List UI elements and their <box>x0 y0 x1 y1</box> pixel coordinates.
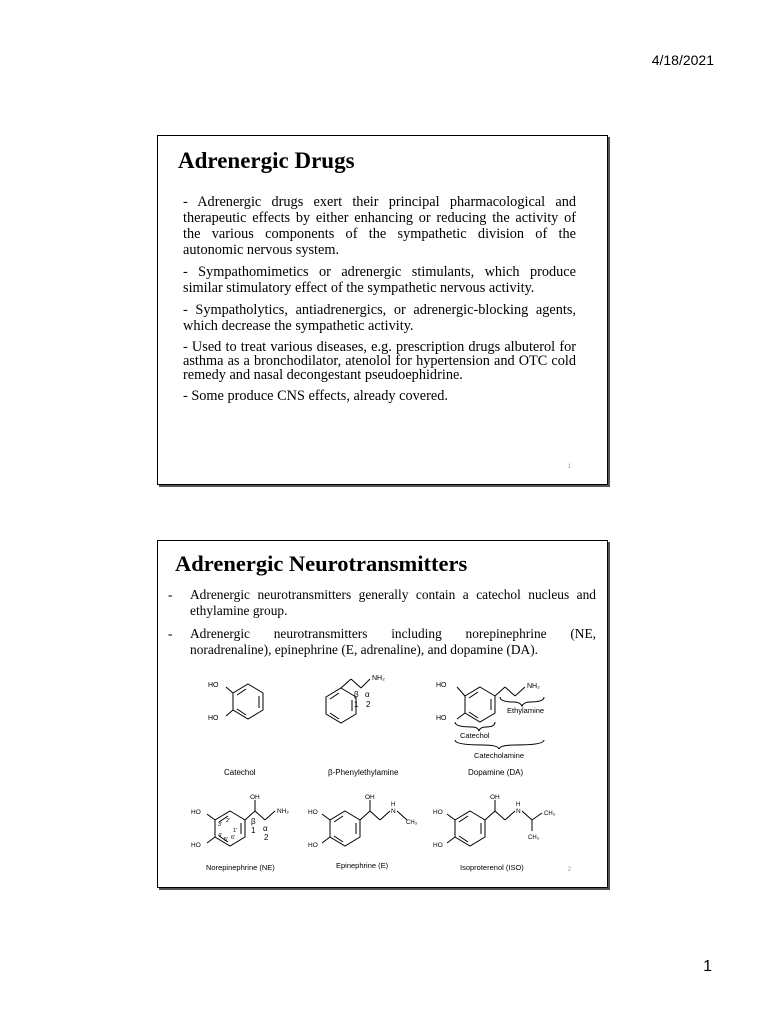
alpha-label: α <box>263 824 268 833</box>
paragraph: - Used to treat various diseases, e.g. prescription drugs albuterol for asthma as a bronchodilator, atenolol for hypertension and OTC cold remedy and nasal decongestant pseudoephidrine. <box>183 339 576 383</box>
epinephrine-structure <box>308 794 418 849</box>
ring-position: 6' <box>231 835 236 841</box>
number-label: 1 <box>251 826 256 835</box>
nh2-label: NH₂ <box>277 808 289 815</box>
ch3-label: CH₃ <box>544 811 556 817</box>
oh-label: OH <box>490 794 500 801</box>
ho-label: HO <box>208 715 219 722</box>
ring-position: 3' <box>218 822 223 828</box>
slide-number: 2 <box>567 867 571 873</box>
page-number: 1 <box>703 958 712 975</box>
isoproterenol-name: Isoproterenol (ISO) <box>460 863 524 872</box>
ho-label: HO <box>308 842 318 849</box>
number-label: 1 <box>354 700 359 709</box>
number-label: 2 <box>366 700 371 709</box>
bullet-marker: - <box>168 587 173 602</box>
ho-label: HO <box>208 682 219 689</box>
ho-label: HO <box>308 809 318 816</box>
norepinephrine-structure <box>191 794 289 849</box>
page-date: 4/18/2021 <box>651 52 714 68</box>
catechol-part-label: Catechol <box>460 731 490 740</box>
h-label: H <box>391 802 396 808</box>
paragraph: - Some produce CNS effects, already covered. <box>183 388 448 404</box>
ring-position: 4' <box>218 833 223 839</box>
bullet-marker: - <box>168 626 173 641</box>
slide-title: Adrenergic Neurotransmitters <box>175 551 468 576</box>
phenylethylamine-structure <box>326 675 385 723</box>
dopamine-structure <box>436 682 544 760</box>
slide-body <box>183 194 576 410</box>
nh2-label: NH₂ <box>372 675 385 682</box>
nh2-label: NH₂ <box>527 683 540 690</box>
slide-number: 1 <box>567 464 571 470</box>
ho-label: HO <box>433 842 443 849</box>
dopamine-name: Dopamine (DA) <box>468 768 524 777</box>
catechol-name: Catechol <box>224 768 256 777</box>
ch3-label: CH₃ <box>528 835 540 841</box>
oh-label: OH <box>250 794 260 801</box>
slide-adrenergic-neurotransmitters <box>157 540 608 888</box>
epinephrine-name: Epinephrine (E) <box>336 861 389 870</box>
ethylamine-label: Ethylamine <box>507 706 545 715</box>
paragraph: - Adrenergic drugs exert their principal pharmacological and therapeutic effects by either enhancing or reducing the activity of the various components of the sympathetic division of the autonomic nervous system. <box>183 194 576 258</box>
ch3-label: CH₃ <box>406 820 418 826</box>
ring-position: 2' <box>226 818 231 824</box>
catechol-structure <box>208 682 263 722</box>
alpha-label: α <box>365 690 370 699</box>
oh-label: OH <box>365 794 375 801</box>
ho-label: HO <box>433 809 443 816</box>
bullet-text: Adrenergic neurotransmitters generally contain a catechol nucleus and ethylamine group. <box>190 587 596 618</box>
ring-position: 5' <box>224 837 229 843</box>
bullet-text: Adrenergic neurotransmitters including norepinephrine (NE, noradrenaline), epinephrine (E, adrenaline), and dopamine (DA). <box>190 626 596 657</box>
n-label: N <box>391 808 396 815</box>
paragraph: - Sympathomimetics or adrenergic stimulants, which produce similar stimulatory effect of the sympathetic nervous activity. <box>183 264 576 296</box>
isoproterenol-structure <box>433 794 556 849</box>
slide-title: Adrenergic Drugs <box>178 148 355 173</box>
slide-adrenergic-drugs <box>157 135 608 485</box>
h-label: H <box>516 802 521 808</box>
beta-label: β <box>354 690 359 699</box>
paragraph: - Sympatholytics, antiadrenergics, or adrenergic-blocking agents, which decrease the sympathetic activity. <box>183 302 576 334</box>
beta-label: β <box>251 817 256 826</box>
catecholamine-label: Catecholamine <box>474 751 525 760</box>
ho-label: HO <box>191 809 201 816</box>
ho-label: HO <box>436 682 447 689</box>
number-label: 2 <box>264 833 269 842</box>
ho-label: HO <box>191 842 201 849</box>
norepinephrine-name: Norepinephrine (NE) <box>206 863 275 872</box>
chemical-structures-figure <box>158 541 609 889</box>
ho-label: HO <box>436 715 447 722</box>
ring-position: 1' <box>233 828 238 834</box>
phenylethylamine-name: β-Phenylethylamine <box>328 768 399 777</box>
n-label: N <box>516 808 521 815</box>
